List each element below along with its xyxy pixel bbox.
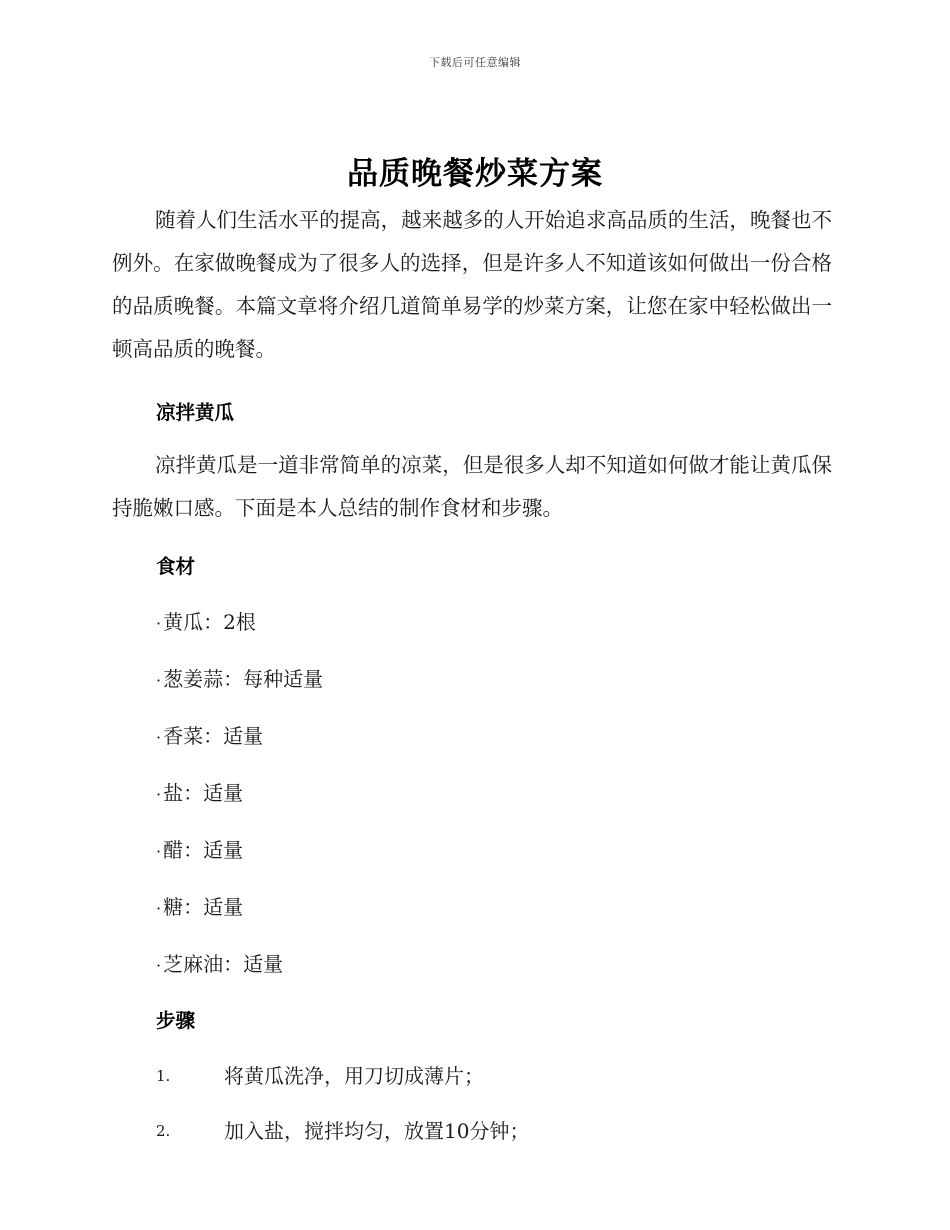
list-item <box>156 666 832 694</box>
ingredient-text: 盐：适量 <box>163 781 244 805</box>
ingredient-text: 葱姜蒜：每种适量 <box>163 667 324 691</box>
ingredient-text: 黄瓜：2根 <box>163 610 256 634</box>
ingredient-list <box>112 609 832 979</box>
ingredient-text: 糖：适量 <box>163 895 244 919</box>
bullet-icon: · <box>156 671 162 690</box>
step-number: 2. <box>156 1122 171 1140</box>
list-item <box>156 723 832 751</box>
list-item <box>156 894 832 922</box>
step-text: 加入盐，搅拌均匀，放置10分钟； <box>224 1119 530 1143</box>
list-item <box>156 951 832 979</box>
bullet-icon: · <box>156 785 162 804</box>
list-item <box>156 837 832 865</box>
ingredients-heading: 食材 <box>156 555 196 578</box>
page-title: 品质晚餐炒菜方案 <box>347 156 603 192</box>
header-note: 下载后可任意编辑 <box>429 56 521 69</box>
dish-description: 凉拌黄瓜是一道非常简单的凉菜，但是很多人却不知道如何做才能让黄瓜保持脆嫩口感。下面是本人总结的制作食材和步骤。 <box>112 453 832 520</box>
step-list <box>112 1063 832 1144</box>
bullet-icon: · <box>156 728 162 747</box>
bullet-icon: · <box>156 956 162 975</box>
steps-heading: 步骤 <box>156 1009 196 1032</box>
bullet-icon: · <box>156 614 162 633</box>
ingredient-text: 香菜：适量 <box>163 724 264 748</box>
bullet-icon: · <box>156 842 162 861</box>
ingredient-text: 醋：适量 <box>163 838 244 862</box>
document-body <box>112 199 832 1144</box>
bullet-icon: · <box>156 899 162 918</box>
list-item <box>156 609 832 637</box>
intro-paragraph: 随着人们生活水平的提高，越来越多的人开始追求高品质的生活，晚餐也不例外。在家做晚餐成为了很多人的选择，但是许多人不知道该如何做出一份合格的品质晚餐。本篇文章将介绍几道简单易学的炒菜方案，让您在家中轻松做出一顿高品质的晚餐。 <box>112 208 832 361</box>
list-item <box>156 1063 832 1089</box>
list-item <box>156 1118 832 1144</box>
ingredient-text: 芝麻油：适量 <box>163 952 284 976</box>
step-text: 将黄瓜洗净，用刀切成薄片； <box>224 1064 484 1088</box>
list-item <box>156 780 832 808</box>
step-number: 1. <box>156 1067 171 1085</box>
dish-heading: 凉拌黄瓜 <box>156 401 235 424</box>
